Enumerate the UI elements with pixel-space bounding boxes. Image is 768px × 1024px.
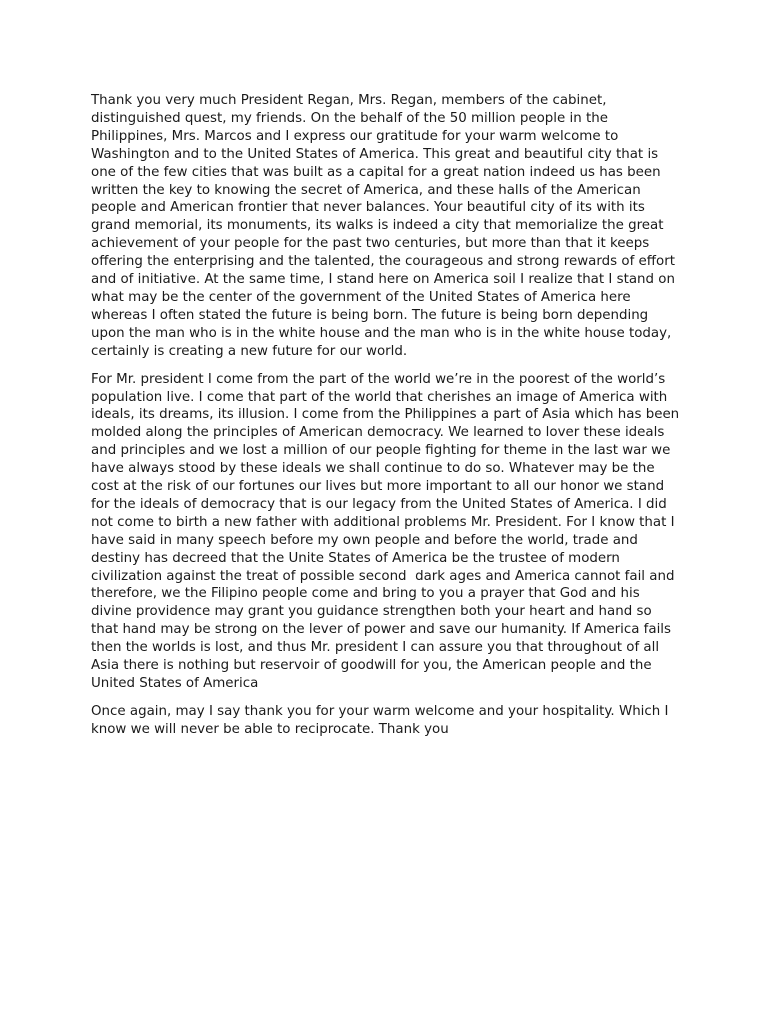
- document-page: [91, 92, 684, 749]
- paragraph-1: Thank you very much President Regan, Mrs. Regan, members of the cabinet, distinguished quest, my friends. On the behalf of the 50 million people in the Philippines, Mrs. Marcos and I express our gratitude for your warm welcome to Washington and to the United States of America. This great and beautiful city that is one of the few cities that was built as a capital for a great nation indeed us has been written the key to knowing the secret of America, and these halls of the American people and American frontier that never balances. Your beautiful city of its with its grand memorial, its monuments, its walks is indeed a city that memorialize the great achievement of your people for the past two centuries, but more than that it keeps offering the enterprising and the talented, the courageous and strong rewards of effort and of initiative. At the same time, I stand here on America soil I realize that I stand on what may be the center of the government of the United States of America here whereas I often stated the future is being born. The future is being born depending upon the man who is in the white house and the man who is in the white house today, certainly is creating a new future for our world.: [91, 93, 680, 359]
- paragraph-3: Once again, may I say thank you for your warm welcome and your hospitality. Which I know we will never be able to reciprocate. Thank you: [91, 703, 673, 737]
- paragraph-2: For Mr. president I come from the part of the world we’re in the poorest of the world’s population live. I come that part of the world that cherishes an image of America with ideals, its dreams, its illusion. I come from the Philippines a part of Asia which has been molded along the principles of American democracy. We learned to lover these ideals and principles and we lost a million of our people fighting for theme in the last war we have always stood by these ideals we shall continue to do so. Whatever may be the cost at the risk of our fortunes our lives but more important to all our honor we stand for the ideals of democracy that is our legacy from the United States of America. I did not come to birth a new father with additional problems Mr. President. For I know that I have said in many speech before my own people and before the world, trade and destiny has decreed that the Unite States of America be the trustee of modern civilization against the treat of possible second dark ages and America cannot fail and therefore, we the Filipino people come and bring to you a prayer that God and his divine providence may grant you guidance strengthen both your heart and hand so that hand may be strong on the lever of power and save our humanity. If America fails then the worlds is lost, and thus Mr. president I can assure you that throughout of all Asia there is nothing but reservoir of goodwill for you, the American people and the United States of America: [91, 371, 684, 691]
